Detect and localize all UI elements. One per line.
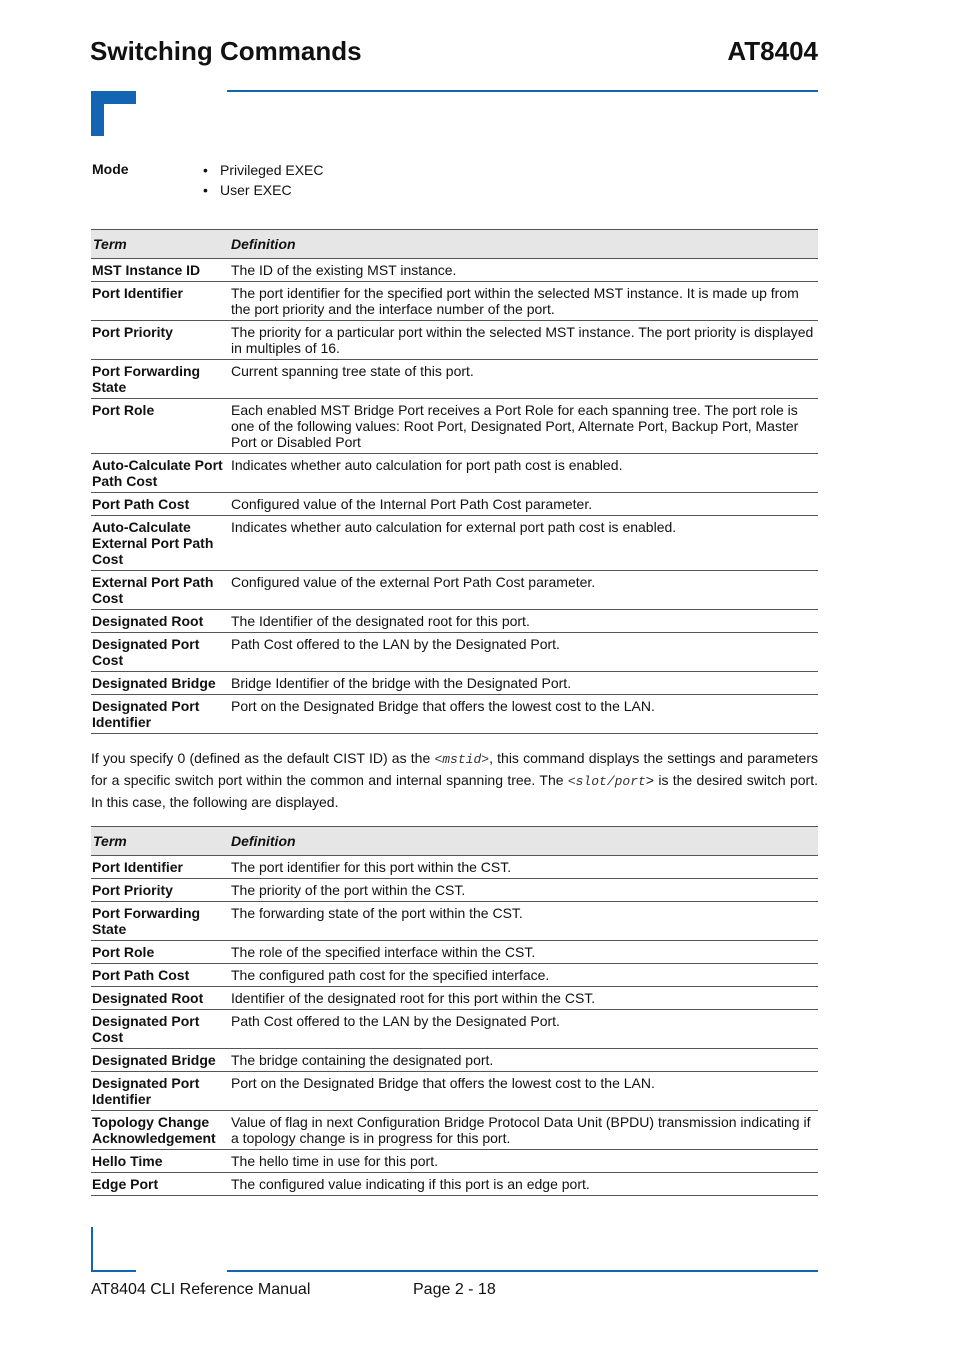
term-cell: Port Forwarding State	[91, 360, 226, 399]
header-rule	[227, 90, 818, 92]
term-cell: Port Forwarding State	[91, 902, 226, 941]
definition-cell: The configured path cost for the specified interface.	[226, 964, 818, 987]
term-cell: Edge Port	[91, 1173, 226, 1196]
mode-item-privileged-exec: Privileged EXEC	[220, 162, 324, 178]
term-cell: Designated Root	[91, 987, 226, 1010]
term-cell: Designated Bridge	[91, 672, 226, 695]
term-cell: Port Role	[91, 399, 226, 454]
column-header-term: Term	[91, 827, 226, 856]
definition-cell: Indicates whether auto calculation for external port path cost is enabled.	[226, 516, 818, 571]
table-row	[91, 1173, 818, 1196]
table-row	[91, 1150, 818, 1173]
table-row	[91, 610, 818, 633]
cist-description-paragraph	[91, 748, 818, 812]
table-row	[91, 259, 818, 282]
definition-cell: The forwarding state of the port within the CST.	[226, 902, 818, 941]
term-cell: Designated Port Cost	[91, 633, 226, 672]
table-row	[91, 856, 818, 879]
term-cell: Designated Root	[91, 610, 226, 633]
definition-cell: Configured value of the external Port Path Cost parameter.	[226, 571, 818, 610]
term-cell: Port Priority	[91, 321, 226, 360]
table-row	[91, 321, 818, 360]
cst-port-definition-table	[91, 826, 818, 1196]
definition-cell: Each enabled MST Bridge Port receives a Port Role for each spanning tree. The port role is one of the following values: Root Port, Designated Port, Alternate Port, Backup Port, Master Port or Disabled Port	[226, 399, 818, 454]
definition-cell: The priority of the port within the CST.	[226, 879, 818, 902]
mst-port-definition-table	[91, 229, 818, 734]
term-cell: Designated Port Cost	[91, 1010, 226, 1049]
term-cell: Hello Time	[91, 1150, 226, 1173]
mode-list	[203, 160, 324, 200]
list-item: • Privileged EXEC	[203, 162, 324, 178]
term-cell: Designated Port Identifier	[91, 695, 226, 734]
term-cell: External Port Path Cost	[91, 571, 226, 610]
definition-cell: The hello time in use for this port.	[226, 1150, 818, 1173]
footer-manual-title: AT8404 CLI Reference Manual	[91, 1281, 311, 1298]
slot-port-parameter: <slot/port	[567, 774, 646, 789]
table-row	[91, 879, 818, 902]
definition-cell: Current spanning tree state of this port.	[226, 360, 818, 399]
table-row	[91, 695, 818, 734]
definition-cell: Configured value of the Internal Port Path Cost parameter.	[226, 493, 818, 516]
table-row	[91, 399, 818, 454]
table-row	[91, 516, 818, 571]
mode-label: Mode	[92, 161, 129, 177]
definition-cell: The configured value indicating if this port is an edge port.	[226, 1173, 818, 1196]
term-cell: Auto-Calculate Port Path Cost	[91, 454, 226, 493]
definition-cell: Path Cost offered to the LAN by the Designated Port.	[226, 633, 818, 672]
term-cell: Port Role	[91, 941, 226, 964]
footer-page-number: Page 2 - 18	[413, 1281, 496, 1298]
column-header-definition: Definition	[226, 230, 818, 259]
list-item: • User EXEC	[203, 182, 292, 198]
term-cell: Port Identifier	[91, 856, 226, 879]
term-cell: Port Priority	[91, 879, 226, 902]
term-cell: Topology Change Acknowledgement	[91, 1111, 226, 1150]
term-cell: Port Path Cost	[91, 964, 226, 987]
term-cell: Auto-Calculate External Port Path Cost	[91, 516, 226, 571]
paragraph-text: > is the desired switch port. In this case, the following are displayed.	[91, 772, 818, 810]
table-header-row	[91, 827, 818, 856]
definition-cell: Value of flag in next Configuration Bridge Protocol Data Unit (BPDU) transmission indicating if a topology change is in progress for this port.	[226, 1111, 818, 1150]
definition-cell: The priority for a particular port within the selected MST instance. The port priority is displayed in multiples of 16.	[226, 321, 818, 360]
definition-cell: The port identifier for the specified port within the selected MST instance. It is made up from the port priority and the interface number of the port.	[226, 282, 818, 321]
footer-rule	[227, 1270, 818, 1272]
definition-cell: Identifier of the designated root for this port within the CST.	[226, 987, 818, 1010]
term-cell: Port Path Cost	[91, 493, 226, 516]
table-row	[91, 987, 818, 1010]
definition-cell: The port identifier for this port within the CST.	[226, 856, 818, 879]
mode-item-user-exec: User EXEC	[220, 182, 292, 198]
table-row	[91, 1072, 818, 1111]
definition-cell: The ID of the existing MST instance.	[226, 259, 818, 282]
corner-mark-bottom	[91, 1227, 136, 1272]
definition-cell: Bridge Identifier of the bridge with the Designated Port.	[226, 672, 818, 695]
term-cell: Designated Bridge	[91, 1049, 226, 1072]
term-cell: MST Instance ID	[91, 259, 226, 282]
corner-mark-top	[91, 91, 136, 136]
definition-cell: Indicates whether auto calculation for port path cost is enabled.	[226, 454, 818, 493]
definition-cell: Port on the Designated Bridge that offers the lowest cost to the LAN.	[226, 1072, 818, 1111]
table-row	[91, 672, 818, 695]
column-header-term: Term	[91, 230, 226, 259]
column-header-definition: Definition	[226, 827, 818, 856]
table-header-row	[91, 230, 818, 259]
table-row	[91, 360, 818, 399]
table-row	[91, 282, 818, 321]
table-row	[91, 493, 818, 516]
paragraph-text: , this command displays the settings and parameters for a specific switch port within the common and internal spanning tree. The	[91, 750, 819, 788]
table-row	[91, 964, 818, 987]
table-row	[91, 902, 818, 941]
mstid-parameter: <mstid>	[434, 752, 490, 767]
definition-cell: The Identifier of the designated root for this port.	[226, 610, 818, 633]
product-name: AT8404	[727, 36, 818, 66]
definition-cell: The bridge containing the designated port.	[226, 1049, 818, 1072]
term-cell: Port Identifier	[91, 282, 226, 321]
table-row	[91, 1111, 818, 1150]
paragraph-text: If you specify 0 (defined as the default CIST ID) as the	[91, 750, 435, 766]
definition-cell: Path Cost offered to the LAN by the Designated Port.	[226, 1010, 818, 1049]
definition-cell: The role of the specified interface within the CST.	[226, 941, 818, 964]
definition-cell: Port on the Designated Bridge that offers the lowest cost to the LAN.	[226, 695, 818, 734]
table-row	[91, 941, 818, 964]
table-row	[91, 571, 818, 610]
table-row	[91, 1049, 818, 1072]
table-row	[91, 1010, 818, 1049]
table-row	[91, 454, 818, 493]
term-cell: Designated Port Identifier	[91, 1072, 226, 1111]
page-section-title: Switching Commands	[90, 36, 362, 66]
table-row	[91, 633, 818, 672]
